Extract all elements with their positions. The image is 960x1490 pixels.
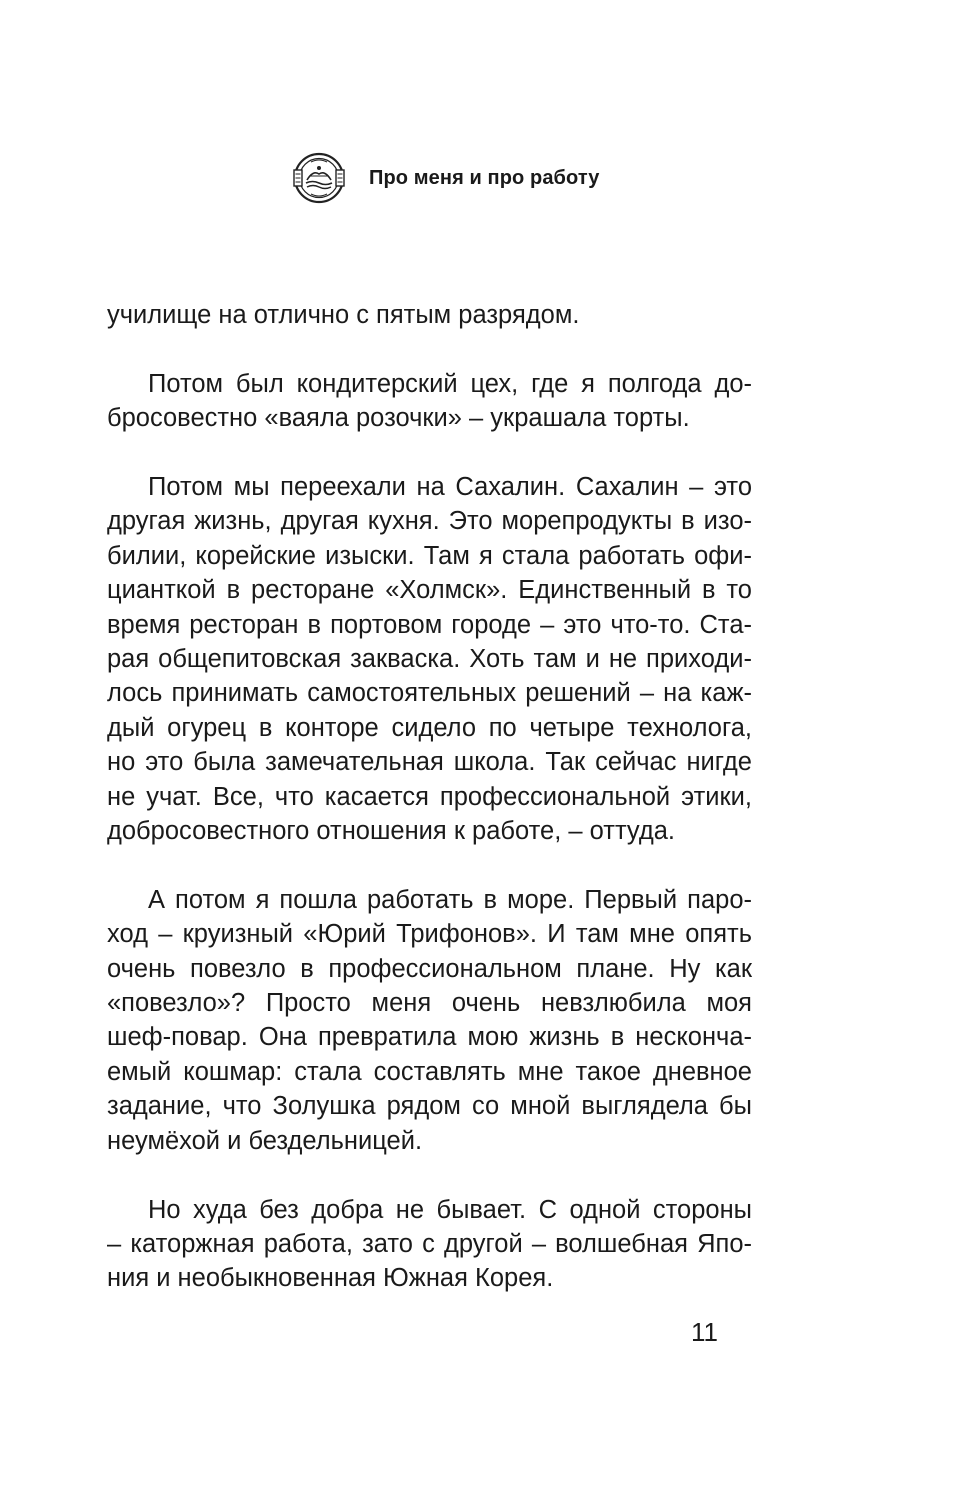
- text-line: бросовестно «ваяла розочки» – украшала торты.: [107, 404, 690, 433]
- text-line: рая общепитовская закваска. Хоть там и не приходи-: [107, 645, 752, 674]
- text-line: дый огурец в конторе сидело по четыре технолога,: [107, 713, 752, 742]
- text-line: задание, что Золушка рядом со мной выглядела бы: [107, 1092, 752, 1121]
- text-line: ход – круизный «Юрий Трифонов». И там мне опять: [107, 920, 752, 949]
- paragraph-1: [107, 298, 752, 332]
- text-line: ния и необыкновенная Южная Корея.: [107, 1264, 554, 1293]
- text-line: училище на отлично с пятым разрядом.: [107, 301, 580, 329]
- text-line: «повезло»? Просто меня очень невзлюбила моя: [107, 989, 752, 1018]
- text-line: но это была замечательная школа. Так сейчас нигде: [107, 748, 752, 777]
- text-line: А потом я пошла работать в море. Первый паро-: [148, 885, 752, 914]
- text-line: добросовестного отношения к работе, – оттуда.: [107, 817, 675, 846]
- text-line: Но худа без добра не бывает. С одной стороны: [148, 1195, 752, 1224]
- paragraph-4: [107, 883, 752, 1158]
- text-line: цианткой в ресторане «Холмск». Единственный в то: [107, 576, 752, 605]
- text-line: очень повезло в профессиональном плане. Ну как: [107, 954, 752, 983]
- paragraph-2: [107, 367, 752, 436]
- text-line: другая жизнь, другая кухня. Это морепродукты в изо-: [107, 507, 752, 536]
- text-line: Потом был кондитерский цех, где я полгода до-: [148, 369, 752, 398]
- page-number: 11: [691, 1317, 718, 1347]
- text-line: неумёхой и бездельницей.: [107, 1126, 423, 1155]
- paragraph-5: [107, 1193, 752, 1296]
- text-line: – каторжная работа, зато с другой – волшебная Япо-: [107, 1229, 752, 1258]
- paragraph-3: [107, 470, 752, 848]
- running-header: [293, 152, 599, 204]
- running-header-title: Про меня и про работу: [369, 166, 600, 189]
- text-line: Потом мы переехали на Сахалин. Сахалин – это: [148, 473, 752, 501]
- ship-emblem-icon: [293, 152, 345, 204]
- text-line: лось принимать самостоятельных решений – на каж-: [107, 679, 752, 708]
- text-line: время ресторан в портовом городе – это что-то. Ста-: [107, 610, 752, 639]
- body-text: [107, 298, 752, 1330]
- text-line: емый кошмар: стала составлять мне такое дневное: [107, 1057, 752, 1086]
- text-line: не учат. Все, что касается профессиональной этики,: [107, 782, 752, 811]
- text-line: билии, корейские изыски. Там я стала работать офи-: [107, 541, 752, 570]
- text-line: шеф-повар. Она превратила мою жизнь в несконча-: [107, 1023, 752, 1052]
